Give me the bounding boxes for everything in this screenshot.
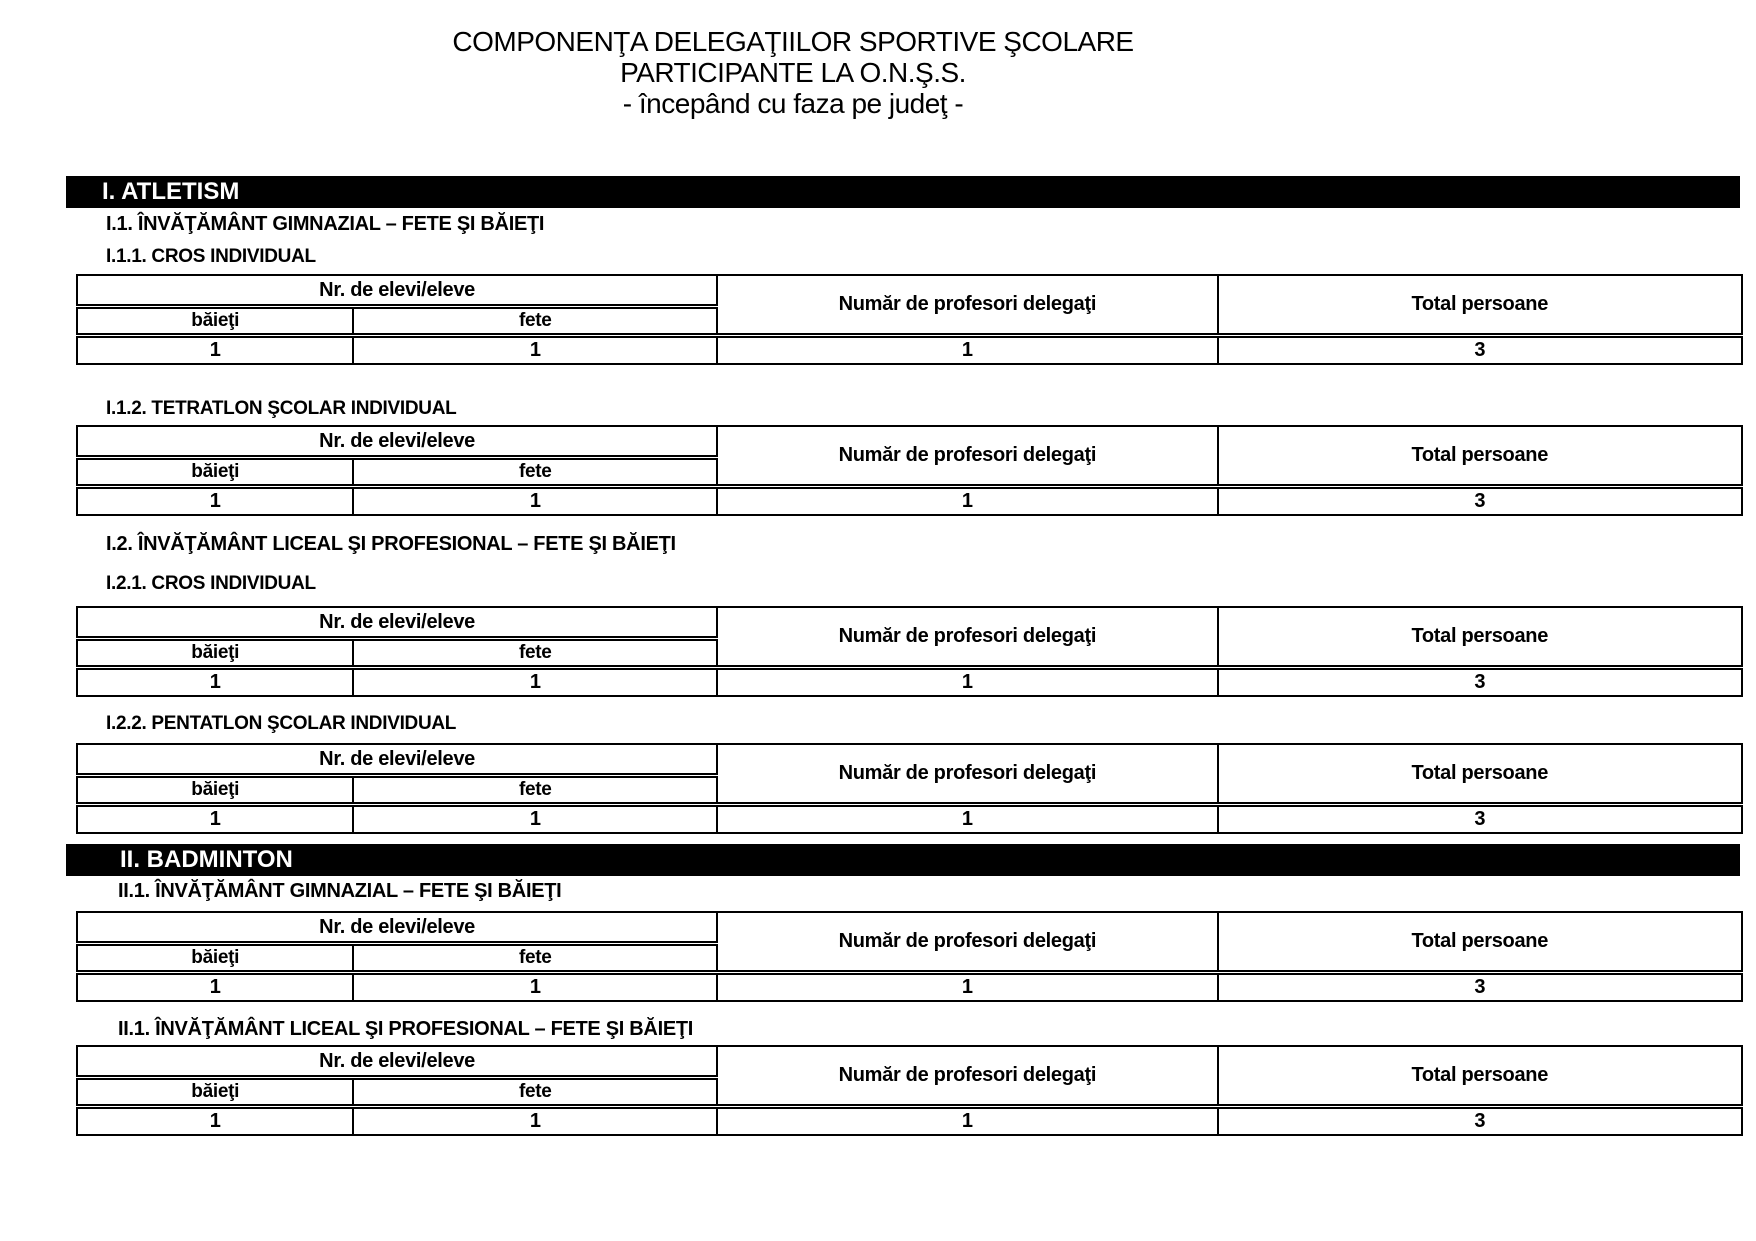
table-data-row [77, 668, 1742, 697]
boys-count-cell: 1 [77, 1107, 353, 1136]
table-data-row [77, 1107, 1742, 1136]
boys-header-cell: băieţi [77, 458, 353, 487]
event-heading-i22: I.2.2. PENTATLON ŞCOLAR INDIVIDUAL [106, 713, 457, 734]
total-count-cell: 3 [1218, 1107, 1743, 1136]
boys-count-cell: 1 [77, 973, 353, 1002]
delegation-table-ii1-gimnazial [76, 911, 1743, 1002]
delegation-table-i12 [76, 425, 1743, 516]
teachers-count-cell: 1 [717, 805, 1217, 834]
delegation-table-i21 [76, 606, 1743, 697]
table-header-row [77, 744, 1742, 776]
subsection-heading-ii1-gimnazial: II.1. ÎNVĂŢĂMÂNT GIMNAZIAL – FETE ŞI BĂIEŢI [118, 880, 562, 902]
teachers-header-cell: Număr de profesori delegaţi [717, 1046, 1217, 1107]
table-header-row [77, 426, 1742, 458]
total-header-cell: Total persoane [1218, 744, 1743, 805]
total-header-cell: Total persoane [1218, 275, 1743, 336]
title-line-3: - începând cu faza pe judeţ - [622, 88, 964, 119]
boys-header-cell: băieţi [77, 639, 353, 668]
total-count-cell: 3 [1218, 805, 1743, 834]
students-header-cell: Nr. de elevi/eleve [77, 1046, 717, 1078]
total-header-cell: Total persoane [1218, 1046, 1743, 1107]
girls-count-cell: 1 [353, 487, 717, 516]
girls-header-cell: fete [353, 1078, 717, 1107]
total-header-cell: Total persoane [1218, 912, 1743, 973]
teachers-header-cell: Număr de profesori delegaţi [717, 744, 1217, 805]
girls-header-cell: fete [353, 458, 717, 487]
teachers-count-cell: 1 [717, 668, 1217, 697]
event-heading-i11: I.1.1. CROS INDIVIDUAL [106, 246, 316, 267]
girls-count-cell: 1 [353, 973, 717, 1002]
students-header-cell: Nr. de elevi/eleve [77, 912, 717, 944]
girls-count-cell: 1 [353, 336, 717, 365]
boys-header-cell: băieţi [77, 944, 353, 973]
teachers-count-cell: 1 [717, 336, 1217, 365]
subsection-heading-i1: I.1. ÎNVĂŢĂMÂNT GIMNAZIAL – FETE ŞI BĂIEŢI [106, 213, 545, 235]
subsection-heading-i2: I.2. ÎNVĂŢĂMÂNT LICEAL ŞI PROFESIONAL – FETE ŞI BĂIEŢI [106, 533, 676, 555]
boys-count-cell: 1 [77, 805, 353, 834]
total-header-cell: Total persoane [1218, 426, 1743, 487]
section-banner-label: II. BADMINTON [120, 846, 293, 873]
table-data-row [77, 336, 1742, 365]
boys-header-cell: băieţi [77, 1078, 353, 1107]
section-banner-label: I. ATLETISM [102, 178, 240, 205]
teachers-header-cell: Număr de profesori delegaţi [717, 426, 1217, 487]
document-title [0, 0, 1586, 119]
students-header-cell: Nr. de elevi/eleve [77, 426, 717, 458]
students-header-cell: Nr. de elevi/eleve [77, 744, 717, 776]
total-count-cell: 3 [1218, 336, 1743, 365]
total-count-cell: 3 [1218, 668, 1743, 697]
table-data-row [77, 805, 1742, 834]
table-data-row [77, 973, 1742, 1002]
girls-count-cell: 1 [353, 668, 717, 697]
table-header-row [77, 275, 1742, 307]
students-header-cell: Nr. de elevi/eleve [77, 275, 717, 307]
table-header-row [77, 1046, 1742, 1078]
delegation-table-i22 [76, 743, 1743, 834]
boys-count-cell: 1 [77, 487, 353, 516]
event-heading-i21: I.2.1. CROS INDIVIDUAL [106, 573, 316, 594]
table-header-row [77, 607, 1742, 639]
delegation-table-ii1-liceal [76, 1045, 1743, 1136]
section-banner-atletism [66, 176, 1740, 208]
teachers-count-cell: 1 [717, 973, 1217, 1002]
delegation-table-i11 [76, 274, 1743, 365]
teachers-count-cell: 1 [717, 1107, 1217, 1136]
table-header-row [77, 912, 1742, 944]
teachers-header-cell: Număr de profesori delegaţi [717, 607, 1217, 668]
students-header-cell: Nr. de elevi/eleve [77, 607, 717, 639]
teachers-header-cell: Număr de profesori delegaţi [717, 912, 1217, 973]
total-count-cell: 3 [1218, 973, 1743, 1002]
girls-header-cell: fete [353, 776, 717, 805]
boys-count-cell: 1 [77, 668, 353, 697]
boys-header-cell: băieţi [77, 307, 353, 336]
total-header-cell: Total persoane [1218, 607, 1743, 668]
boys-header-cell: băieţi [77, 776, 353, 805]
teachers-count-cell: 1 [717, 487, 1217, 516]
girls-header-cell: fete [353, 307, 717, 336]
section-banner-badminton [66, 844, 1740, 876]
title-line-2: PARTICIPANTE LA O.N.Ş.S. [620, 57, 966, 88]
girls-header-cell: fete [353, 639, 717, 668]
event-heading-i12: I.1.2. TETRATLON ŞCOLAR INDIVIDUAL [106, 398, 457, 419]
table-data-row [77, 487, 1742, 516]
subsection-heading-ii1-liceal: II.1. ÎNVĂŢĂMÂNT LICEAL ŞI PROFESIONAL – FETE ŞI BĂIEŢI [118, 1018, 694, 1040]
girls-header-cell: fete [353, 944, 717, 973]
teachers-header-cell: Număr de profesori delegaţi [717, 275, 1217, 336]
title-line-1: COMPONENŢA DELEGAŢIILOR SPORTIVE ŞCOLARE [452, 26, 1134, 57]
total-count-cell: 3 [1218, 487, 1743, 516]
boys-count-cell: 1 [77, 336, 353, 365]
girls-count-cell: 1 [353, 805, 717, 834]
girls-count-cell: 1 [353, 1107, 717, 1136]
